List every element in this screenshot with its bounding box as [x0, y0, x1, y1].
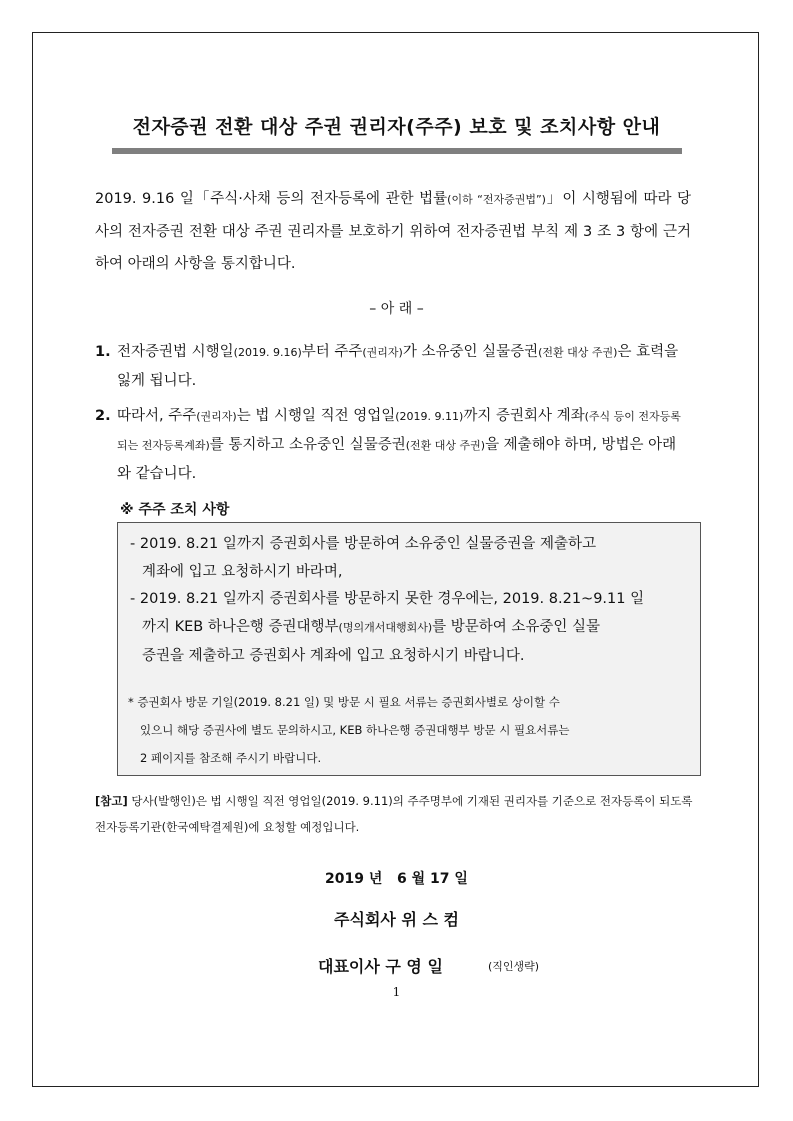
notice-date: 2019 년 6 월 17 일: [325, 871, 468, 887]
list-item-number: 2.: [95, 408, 111, 424]
section-divider-arae: – 아 래 –: [369, 301, 424, 317]
shareholder-action-heading: ※ 주주 조치 사항: [120, 502, 230, 518]
intro-text-2: 」이 시행됨에 따라 당사의 전자증권 전환 대상 주권 권리자를 보호하기 위하여 전자증권법 부칙 제 3 조 3 항에 근거하여 아래의 사항을 통지합니다.: [95, 191, 692, 272]
reference-label: [참고]: [95, 794, 128, 808]
list-item: [95, 338, 690, 396]
action-item-1: - 2019. 8.21 일까지 증권회사를 방문하여 소유중인 실물증권을 제출하고 계좌에 입고 요청하시기 바라며,: [130, 536, 597, 580]
list-item-number: 1.: [95, 344, 111, 360]
list-item: [95, 402, 690, 489]
action-item-2: - 2019. 8.21 일까지 증권회사를 방문하지 못한 경우에는, 2019. 8.21~9.11 일 까지 KEB 하나은행 증권대행부(명의개서대행회사)를 방문하여 소유중인 실물 증권을 제출하고 증권회사 계좌에 입고 요청하시기 바랍니다.: [130, 591, 645, 664]
company-name: 주식회사 위 스 컴: [334, 910, 459, 929]
shareholder-action-box: [117, 522, 701, 776]
reference-note: [95, 788, 695, 840]
intro-paragraph: [95, 183, 691, 280]
reference-text: 당사(발행인)은 법 시행일 직전 영업일(2019. 9.11)의 주주명부에 기재된 권리자를 기준으로 전자등록이 되도록 전자등록기관(한국예탁결제원)에 요청할 예정입니다.: [95, 794, 693, 834]
page-number: 1: [392, 985, 401, 999]
action-footnote: * 증권회사 방문 기일(2019. 8.21 일) 및 방문 시 필요 서류는 증권회사별로 상이할 수 있으니 해당 증권사에 별도 문의하시고, KEB 하나은행 증권대행부 방문 시 필요서류는 2 페이지를 참조해 주시기 바랍니다.: [128, 695, 570, 765]
list-item-text: 전자증권법 시행일(2019. 9.16)부터 주주(권리자)가 소유중인 실물증권(전환 대상 주권)은 효력을 잃게 됩니다.: [117, 344, 679, 389]
intro-text-small: (이하 “전자증권법”): [447, 193, 546, 206]
document-title: 전자증권 전환 대상 주권 권리자(주주) 보호 및 조치사항 안내: [132, 116, 661, 138]
title-underline: [112, 148, 682, 154]
intro-text-1: 2019. 9.16 일「주식·사채 등의 전자등록에 관한 법률: [95, 191, 448, 207]
list-item-text: 따라서, 주주(권리자)는 법 시행일 직전 영업일(2019. 9.11)까지 증권회사 계좌(주식 등이 전자등록되는 전자등록계좌)를 통지하고 소유중인 실물증권(전환 대상 주권)을 제출해야 하며, 방법은 아래와 같습니다.: [117, 408, 681, 482]
representative-name: 대표이사 구 영 일: [318, 957, 443, 976]
seal-omitted-note: (직인생략): [488, 960, 540, 973]
